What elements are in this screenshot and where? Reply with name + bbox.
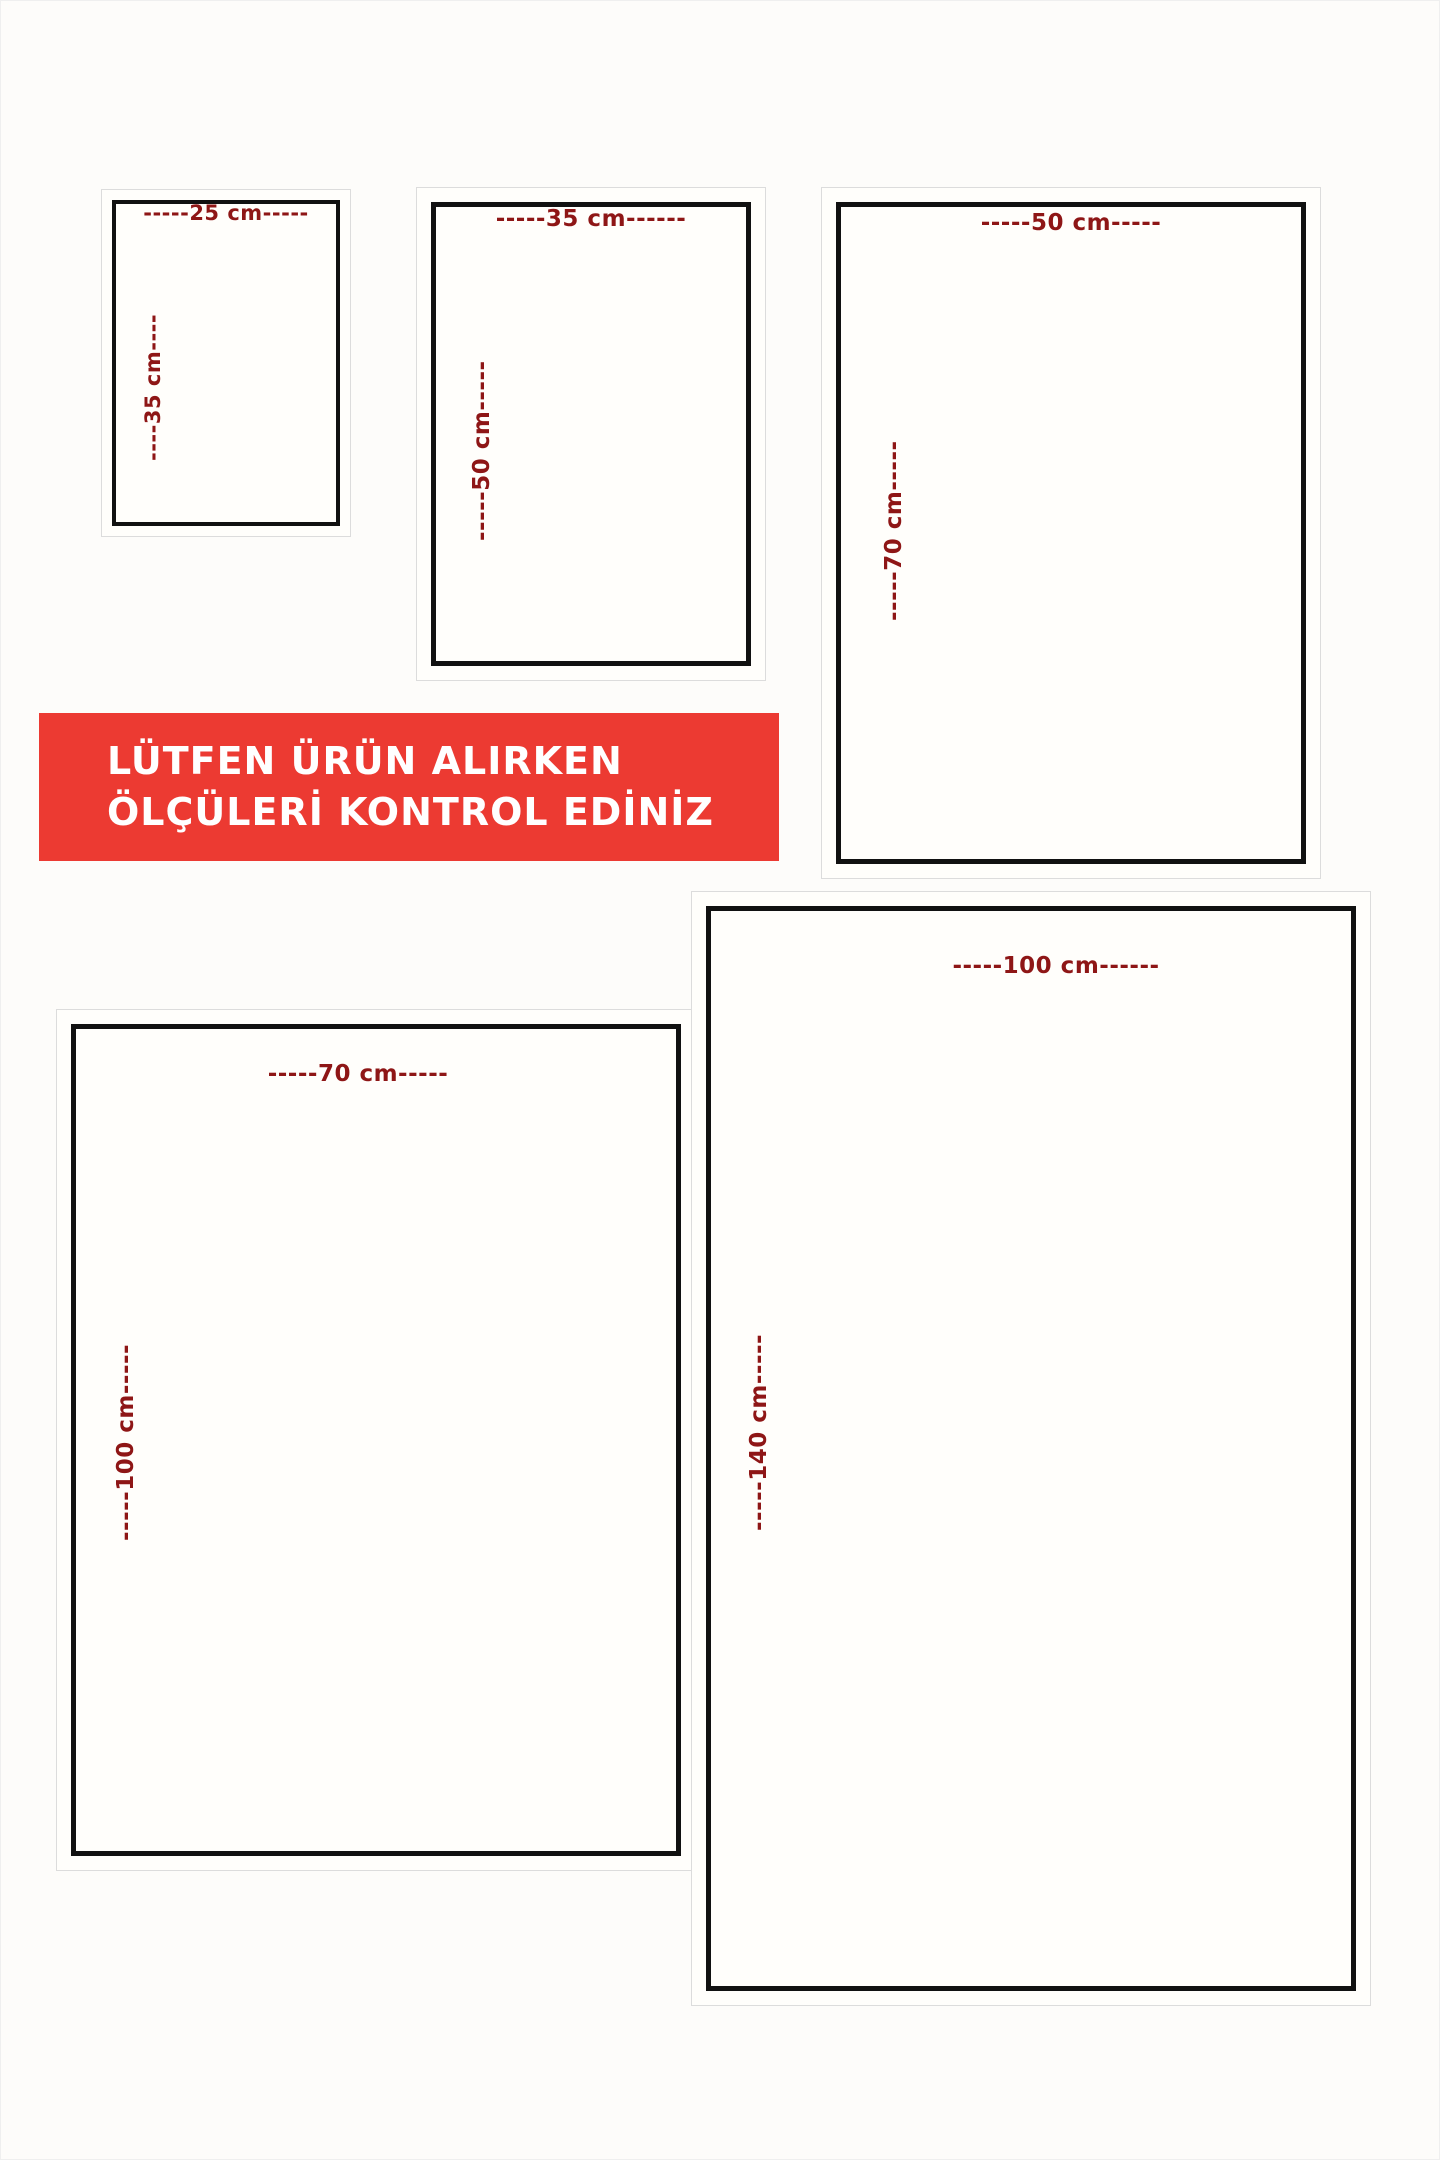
frame-25x35 [101,189,351,537]
size-warning-banner [39,713,779,861]
dim-height-100: -----100 cm----- [113,1343,139,1541]
frame-70x100 [56,1009,696,1871]
dim-width-50: -----50 cm----- [980,210,1162,236]
dim-width-70: -----70 cm----- [267,1061,449,1087]
dim-width-100: -----100 cm------ [952,953,1160,979]
warning-line-1: LÜTFEN ÜRÜN ALIRKEN [107,738,623,783]
dim-width-25: -----25 cm----- [143,201,309,225]
dim-height-50: -----50 cm----- [469,360,495,541]
dim-height-70: -----70 cm----- [881,440,907,621]
warning-line-2: ÖLÇÜLERİ KONTROL EDİNİZ [107,790,714,834]
frame-100x140 [691,891,1371,2006]
frame-inner-70x100 [71,1024,681,1856]
dim-height-140: -----140 cm----- [746,1333,772,1531]
dim-height-35: ----35 cm---- [141,313,165,461]
frame-inner-100x140 [706,906,1356,1991]
dim-width-35: -----35 cm------ [495,206,687,232]
